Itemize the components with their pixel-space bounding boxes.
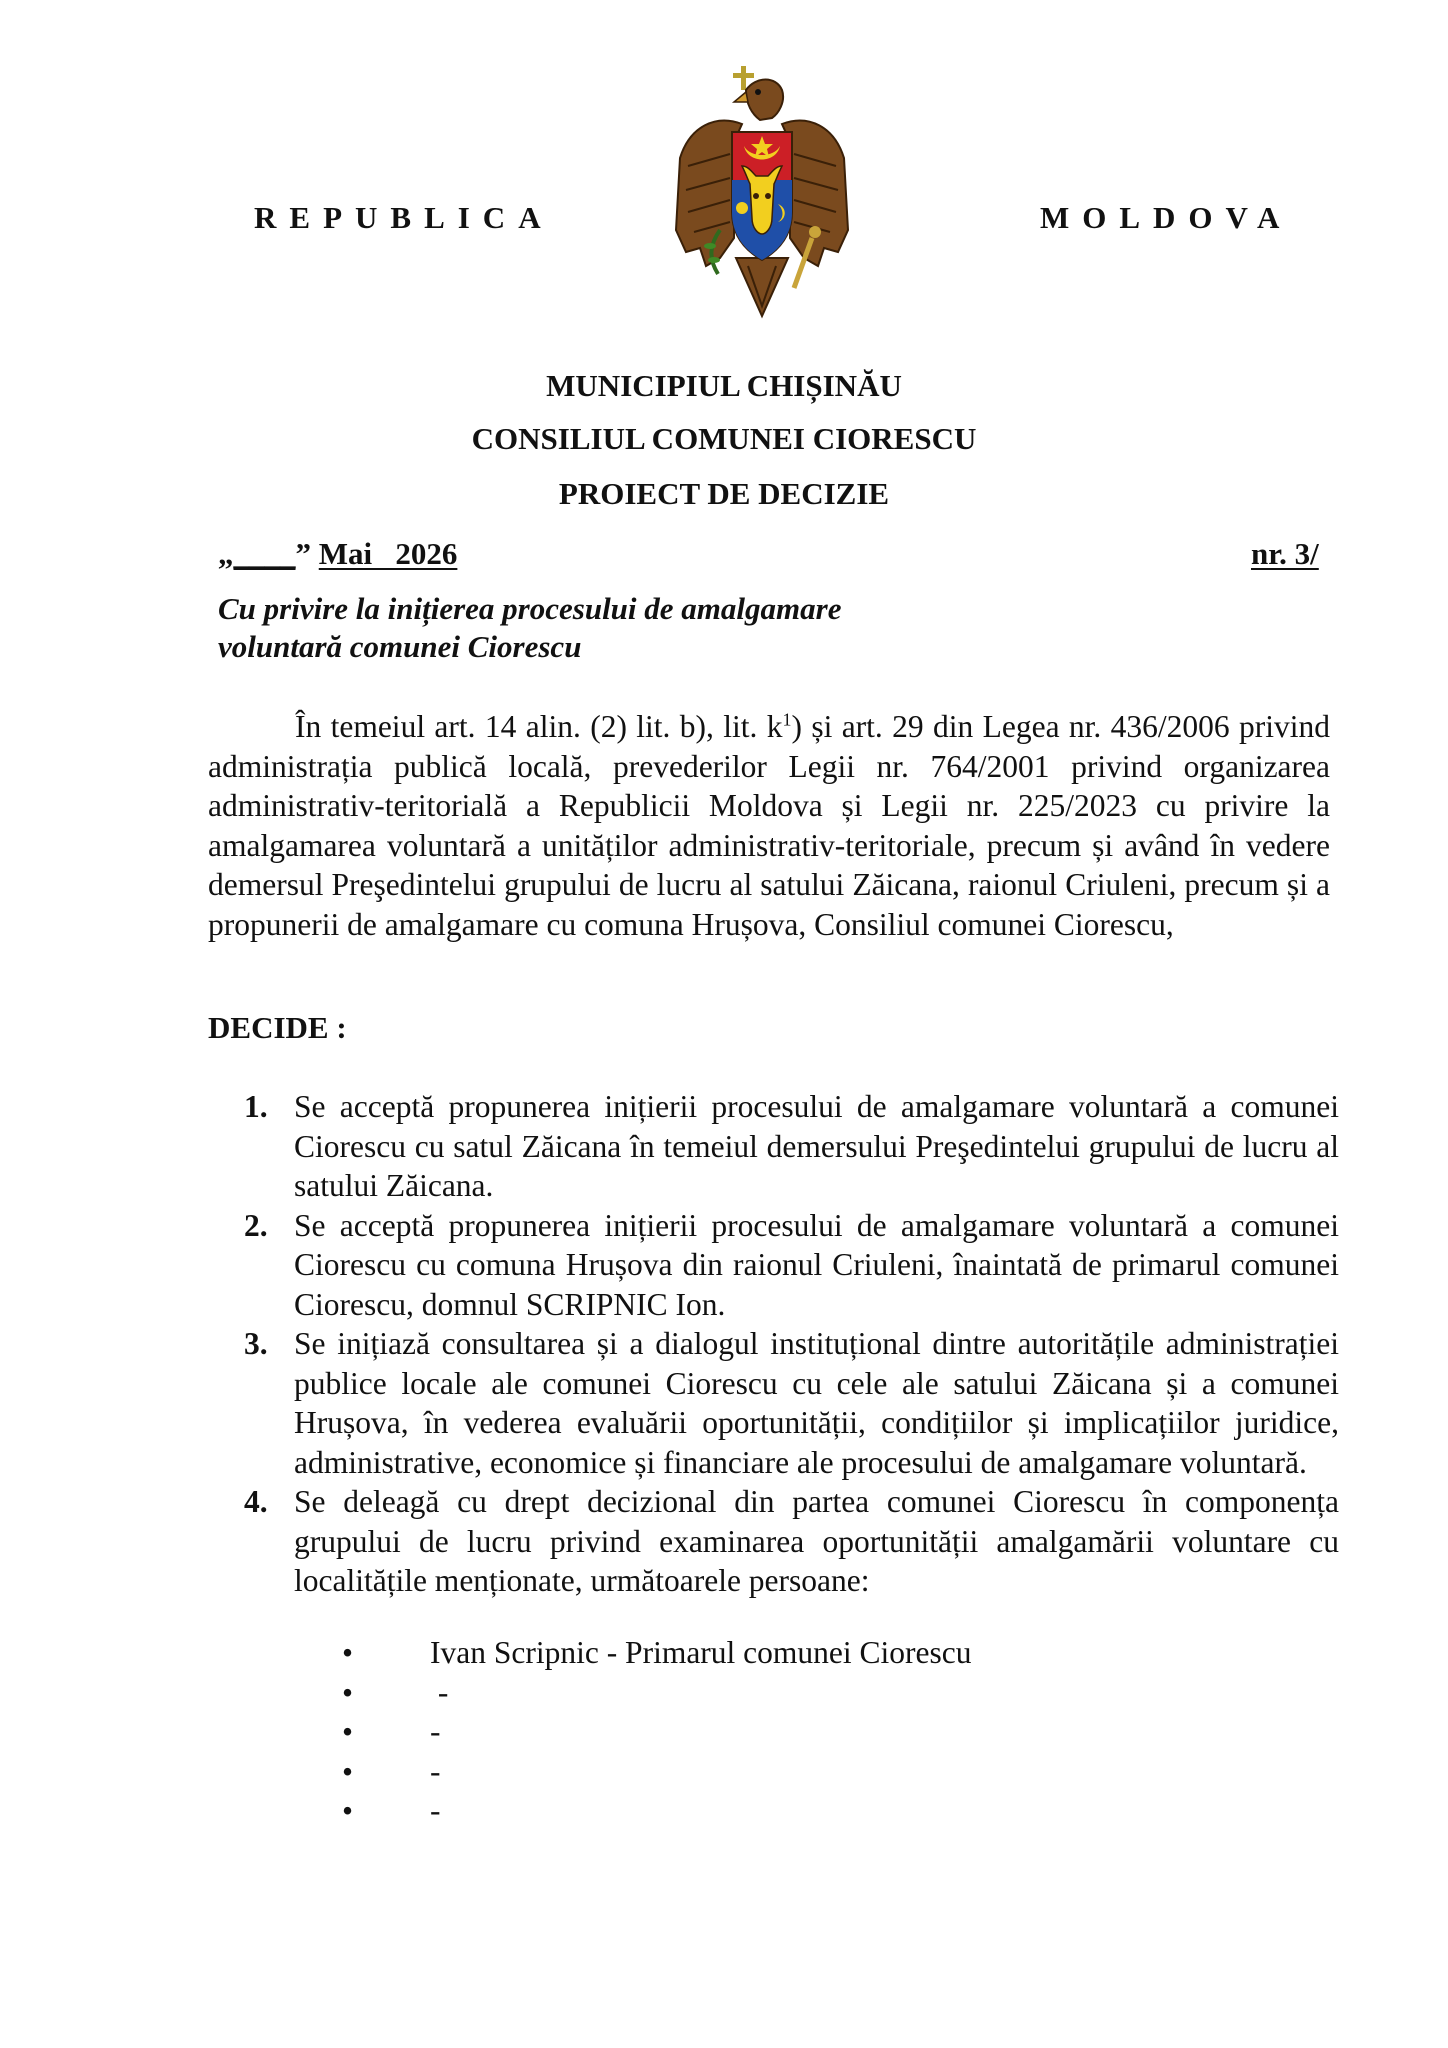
date-open-quote: „ [218,536,234,571]
decision-item-text: Se inițiază consultarea și a dialogul instituțional dintre autoritățile administrației publice locale ale comunei Ciorescu cu cele ale satului Zăicana și a comunei Hrușova, în vederea evaluării oportunității, condițiilor și implicațiilor juridice, administrative, economice și financiare ale procesului de amalgamare voluntară. [294,1326,1339,1480]
date-close-quote: ” [295,536,311,571]
decide-heading: DECIDE : [208,1010,347,1045]
institution-municipality: MUNICIPIUL CHIȘINĂU [546,368,902,403]
person-list-item [330,1791,971,1831]
person-list-item [330,1752,971,1792]
person-list-item [330,1712,971,1752]
bullet-icon: • [342,1674,354,1710]
preamble-part-1: În temeiul art. 14 alin. (2) lit. b), lit. k [295,709,783,744]
preamble-part-2: ) și art. 29 din Legea nr. 436/2006 privind administrația publică locală, prevederilor Legii nr. 764/2001 privind organizarea administrativ-teritorială a Republicii Moldova și Legii nr. 225/2023 cu privire la amalgamarea voluntară a unităților administrativ-teritoriale, precum și având în vedere demersul Preşedintelui grupului de lucru al satului Zăicana, raionul Criuleni, precum și a propunerii de amalgamare cu comuna Hrușova, Consiliul comunei Ciorescu, [208,709,1330,942]
header-moldova: MOLDOVA [1040,200,1293,235]
decision-item-number: 3. [244,1326,268,1361]
bullet-icon: • [342,1635,354,1670]
decision-item-text: Se deleagă cu drept decizional din partea comunei Ciorescu în componența grupului de lucru privind examinarea oportunității amalgamării voluntare cu localitățile menționate, următoarele persoane: [294,1484,1339,1598]
decision-item [244,1324,1339,1482]
person-list-item [330,1633,971,1673]
decision-item-number: 4. [244,1484,268,1519]
decision-item-number: 1. [244,1089,268,1124]
person-entry: - [430,1714,441,1749]
person-entry: - [430,1793,441,1828]
decision-item-text: Se acceptă propunerea inițierii procesului de amalgamare voluntară a comunei Ciorescu cu comuna Hrușova din raionul Criuleni, înaintată de primarul comunei Ciorescu, domnul SCRIPNIC Ion. [294,1207,1339,1322]
subject-line-2: voluntară comunei Ciorescu [218,629,582,664]
decision-item [244,1206,1339,1325]
delegated-persons-list [330,1633,971,1831]
document-subject [218,590,841,666]
person-entry: - [430,1674,449,1710]
document-date [218,536,457,572]
decision-list [244,1087,1339,1601]
bullet-icon: • [342,1753,354,1789]
subject-line-1: Cu privire la inițierea procesului de amalgamare [218,591,842,626]
person-entry: - [430,1753,441,1789]
decision-item-text: Se acceptă propunerea inițierii procesului de amalgamare voluntară a comunei Ciorescu cu satul Zăicana în temeiul demersului Preşedintelui grupului de lucru al satului Zăicana. [294,1089,1339,1203]
person-entry: Ivan Scripnic - Primarul comunei Ciorescu [430,1635,972,1670]
bullet-icon: • [342,1714,354,1749]
institution-council: CONSILIUL COMUNEI CIORESCU [471,421,977,456]
preamble-paragraph [208,707,1330,944]
bullet-icon: • [342,1793,354,1828]
decision-item [244,1087,1339,1206]
document-type-title: PROIECT DE DECIZIE [558,476,890,511]
decision-item-number: 2. [244,1207,268,1243]
date-day-blank: ____ [233,536,296,571]
date-month-year: Mai 2026 [318,536,458,571]
preamble-superscript: 1 [782,709,792,730]
person-list-item [330,1673,971,1713]
moldova-coat-of-arms-icon [672,62,852,320]
decision-item [244,1482,1339,1601]
document-number: nr. 3/ [1251,536,1319,571]
header-republica: REPUBLICA [254,200,554,235]
